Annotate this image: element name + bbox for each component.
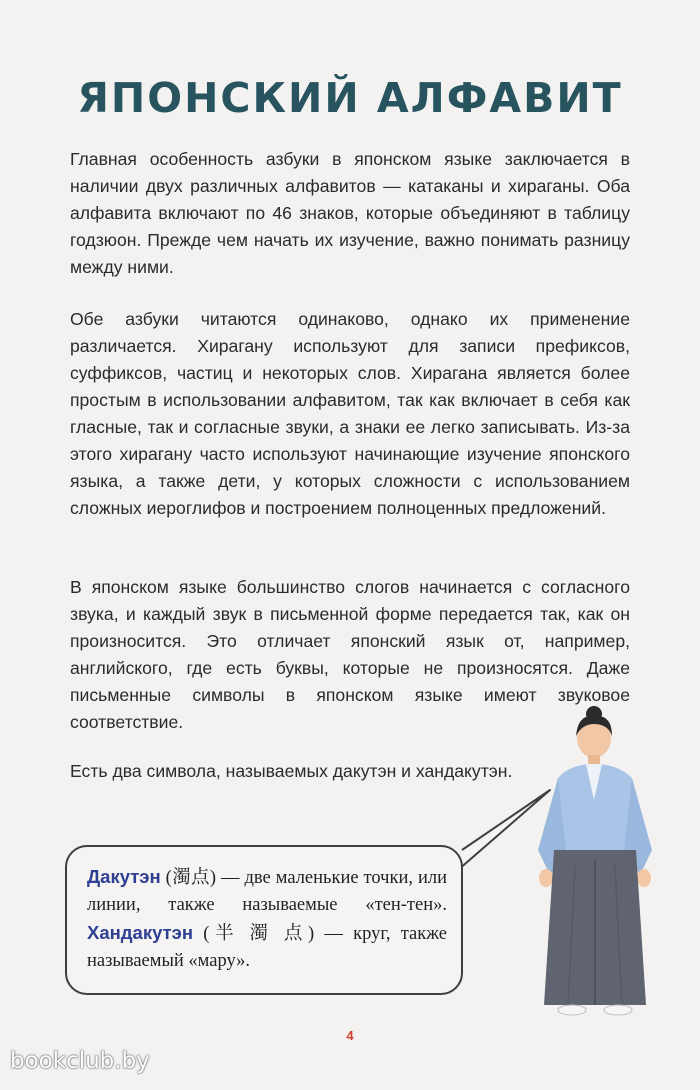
paragraph-4: Есть два символа, называемых дакутэн и хандакутэн.	[70, 761, 513, 781]
term-handakuten: Хандакутэн	[87, 922, 194, 943]
page-title: ЯПОНСКИЙ АЛФАВИТ	[77, 74, 623, 122]
dakuten-definition: (濁点) — две маленькие точки, или линии, также называемые «тен-тен».	[87, 868, 447, 915]
term-dakuten: Дакутэн	[87, 866, 161, 887]
page-number: 4	[346, 1028, 354, 1043]
handakuten-definition: (半 濁 点) — круг, также называемый «мару».	[87, 924, 447, 971]
callout-text	[87, 863, 447, 975]
paragraph-1: Главная особенность азбуки в японском языке заключается в наличии двух различных алфавитов — катаканы и хираганы. Оба алфавита включают по 46 знаков, которые объединяют в таблицу годзюон. Прежде чем начать их изучение, важно понимать разницу между ними.	[70, 149, 630, 277]
callout-box	[65, 845, 463, 995]
samurai-figure-illustration	[520, 700, 670, 1030]
watermark-logo: bookclub.by	[10, 1048, 150, 1074]
paragraph-3: В японском языке большинство слогов начинается с согласного звука, и каждый звук в письменной форме передается так, как он произносится. Это отличает японский язык от, например, английского, где есть буквы, которые не произносятся. Даже письменные символы в японском языке имеют звуковое соответствие.	[70, 577, 630, 732]
paragraph-2: Обе азбуки читаются одинаково, однако их применение различается. Хирагану используют для записи префиксов, суффиксов, частиц и некоторых слов. Хирагана является более простым в использовании алфавитом, так как включает в себя как гласные, так и согласные звуки, а знаки ее легко записывать. Из-за этого хирагану часто используют начинающие изучение японского языка, а также дети, у которых сложности с использованием сложных иероглифов и построением полноценных предложений.	[70, 309, 630, 518]
